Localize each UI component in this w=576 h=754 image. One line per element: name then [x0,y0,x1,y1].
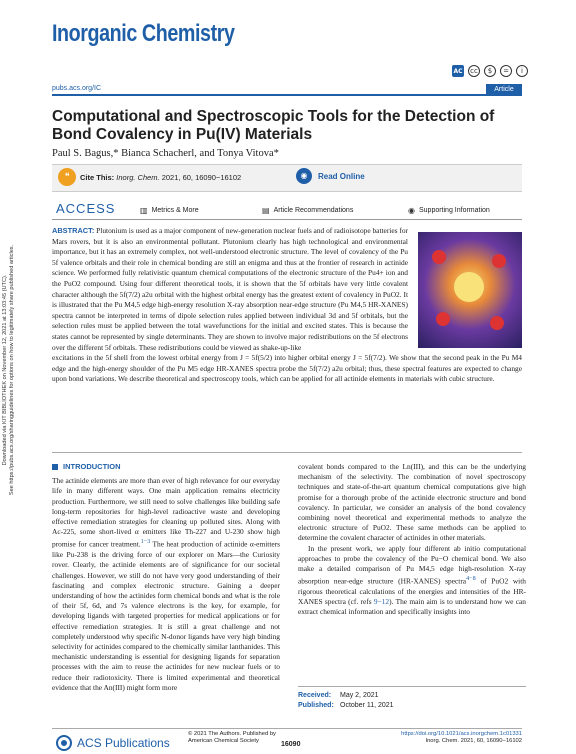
journal-url[interactable]: pubs.acs.org/IC [52,85,102,92]
noncommercial-icon: $ [484,65,496,77]
article-type-badge: Article [486,84,522,95]
document-icon: ▤ [262,206,270,215]
intro-text-c: In the present work, we apply four different ab initio computational approaches to probe the covalency of the Pu−O chemical bond. We also make a detailed comparison of Pu M4,5 edge high-resolution X-ray absorption near-edge structure (HR-XANES) spectra [298,543,526,586]
no-derivatives-icon: = [500,65,512,77]
oxygen-atom-graphic [432,250,446,264]
oxygen-atom-graphic [490,316,504,330]
acs-logo-icon [56,735,72,751]
author-list: Paul S. Bagus,* Bianca Schacherl, and Tonya Vitova* [52,148,279,159]
oxygen-atom-graphic [492,254,506,268]
received-date [298,691,526,701]
ref-link[interactable]: 4−8 [466,576,476,583]
abstract-rule [52,452,522,453]
plutonium-atom-graphic [454,272,484,302]
license-icons [452,65,528,77]
copyright-line1: © 2021 The Authors. Published by [188,731,276,737]
intro-paragraph [298,544,526,618]
acs-publications-logo[interactable] [56,735,170,751]
page-number: 16090 [281,741,301,748]
intro-text-b: The heat production of actinide α-emitters like Pu-238 is the driving force of our explorer on Mars—the Curiosity rover. Clearly, the actinide elements are of significance for our societal challenges. However, we still do not have very good understanding of their fascinating and complex electronic structure. Gaining a deeper understanding of how the actinides form chemical bonds and what is the role of their 5f, 6d, and 7s valence electrons is the key, for example, for developing ligands with targeted properties for medical applications or for effective remediation strategies. It is still a great challenge and not completely understood why specific N-donor ligands have very high binding selectivity for actinides compared to the chemically similar lanthanides. This mechanistic understanding is essential for designing ligands for separation processes with the aim to reuse the actinides for new nuclear fuels or to reduce their radiotoxicity. There is limited experimental and theoretical evidence that the An(III) might form more [52,539,280,692]
download-note [2,210,26,530]
publication-dates [298,686,526,711]
supporting-info-link[interactable] [408,206,490,215]
creative-commons-icon: cc [468,65,480,77]
footer-rule [52,728,522,729]
abstract-upper [52,226,408,353]
intro-paragraph [52,476,280,693]
intro-text-d: of PuO2 with rigorous theoretical calculations of the energies and intensities of the HR-XANES spectra (cf. refs [298,576,526,607]
intro-text-a: The actinide elements are more than ever of high relevance for our everyday life in many different ways. One main application remains electricity production. Furthermore, we still need to solve challenges like building safe long-term repositories for high-level radioactive waste and developing effective remediation strategies for cleaning up polluted sites. Along with Ac-225, some short-lived α emitters like Th-227 and U-230 show high promise for cancer treatment. [52,476,280,549]
read-online-button[interactable] [296,168,365,184]
ref-link[interactable]: 1−3 [140,539,151,546]
intro-heading-label: INTRODUCTION [63,462,121,471]
acs-authorchoice-icon: AC [452,65,464,77]
metrics-label: Metrics & More [151,207,199,214]
supporting-label: Supporting Information [418,207,490,214]
cite-label: Cite This: [80,173,115,182]
cite-text [80,173,241,182]
abstract-label: ABSTRACT: [52,226,95,235]
published-date [298,701,526,711]
intro-right-column [298,462,526,618]
attribution-icon: i [516,65,528,77]
oxygen-atom-graphic [436,312,450,326]
copyright-line2: American Chemical Society [188,738,259,744]
cite-journal[interactable]: Inorg. Chem. [116,173,160,182]
recommendations-label: Article Recommendations [273,207,354,214]
section-marker-icon [52,464,58,470]
abstract-text-top: Plutonium is used as a major component of new-generation nuclear fuels and of radioisotope batteries for Mars rovers, but it is also an environmental pollutant. Plutonium clearly has high technological and environmental importance, but it has an extremely complex, not well-understood electronic structure. The level of covalency of the Pu 5f valence orbitals and their role in chemical bonding are still an enigma and thus at the frontier of research in actinide science. We performed fully relativistic quantum chemical computations of the electronic structure of the Pu4+ ion and the PuO2 compound. Using four different theoretical tools, it is shown that the 5f orbitals have very little covalent character although the 5f(7/2) a2u orbital with the highest orbital energy has the greatest extent of covalency in PuO2. It is illustrated that the Pu M4,5 edge high-energy resolution X-ray absorption near-edge structure (Pu M4,5 HR-XANES) spectra cannot be interpreted in terms of dipole selection rules applied between individual 3d and 5f orbitals, but the selection rules must be applied between the total wavefunctions for the initial and excited states. This is because the states cannot be represented by single determinants. They are shown to involve major redistributions on the 5f electrons over the different 5f orbitals. These redistributions could be viewed as shake-up-like [52,226,408,352]
access-label: ACCESS [56,201,116,216]
intro-left-column [52,462,280,693]
toc-graphic [418,232,522,348]
read-online-icon: ◉ [296,168,312,184]
published-value: October 11, 2021 [340,702,394,709]
supporting-info-icon: ◉ [408,206,415,215]
header-rule [52,94,522,96]
ref-link[interactable]: 9−12 [373,597,390,607]
cite-reference[interactable]: 2021, 60, 16090−16102 [161,173,242,182]
copyright [188,731,276,745]
doi-link[interactable]: https://doi.org/10.1021/acs.inorgchem.1c01331 [401,731,522,737]
doi-block [401,731,522,745]
intro-heading [52,462,280,472]
publisher-name: ACS Publications [77,736,170,750]
footer-citation: Inorg. Chem. 2021, 60, 16090−16102 [425,738,522,744]
abstract-lower: excitations in the 5f shell from the lowest orbital energy from J = 5f(5/2) into higher orbital energy J = 5f(7/2). We show that the second peak in the Pu M4 edge and the high-energy shoulder of the Pu M5 edge HR-XANES spectra probe the 5f(7/2) a2u orbital; thus, these spectral features are expected to change upon bond variations. We describe theoretical and spectroscopy tools, which can be applied for all actinide elements in materials with cubic structure. [52,353,522,384]
intro-text-e: ). The main aim is to understand how we can extract chemical information and specifically insights into [298,597,526,617]
recommendations-link[interactable] [262,206,353,215]
read-online-label: Read Online [318,171,365,181]
received-value: May 2, 2021 [340,692,379,699]
cite-icon[interactable]: ❝ [58,168,76,186]
published-label: Published: [298,702,334,709]
article-title: Computational and Spectroscopic Tools for the Detection of Bond Covalency in Pu(IV) Materials [52,108,495,143]
journal-title: Inorganic Chemistry [52,20,235,47]
download-note-line2[interactable]: See https://pubs.acs.org/sharingguidelines for options on how to legitimately share published articles. [9,244,15,496]
received-label: Received: [298,692,332,699]
download-note-line1: Downloaded via KIT BIBLIOTHEK on November 12, 2021 at 13:03:45 (UTC). [2,274,8,466]
bar-chart-icon: ▥ [140,206,148,215]
metrics-link[interactable] [140,206,199,215]
intro-paragraph: covalent bonds compared to the Ln(III), and this can be the underlying mechanism of the selectivity. The combination of novel spectroscopy techniques and state-of-the-art quantum chemical computations give high promise for a thorough probe of the actinide electronic structure and bond covalency. In particular, we consider an analysis of the bond covalency combining novel theoretical and experimental methods to analyze the electronic structure of PuO2. These same methods can be applied to determine the covalent character of actinides in other materials. [298,462,526,543]
